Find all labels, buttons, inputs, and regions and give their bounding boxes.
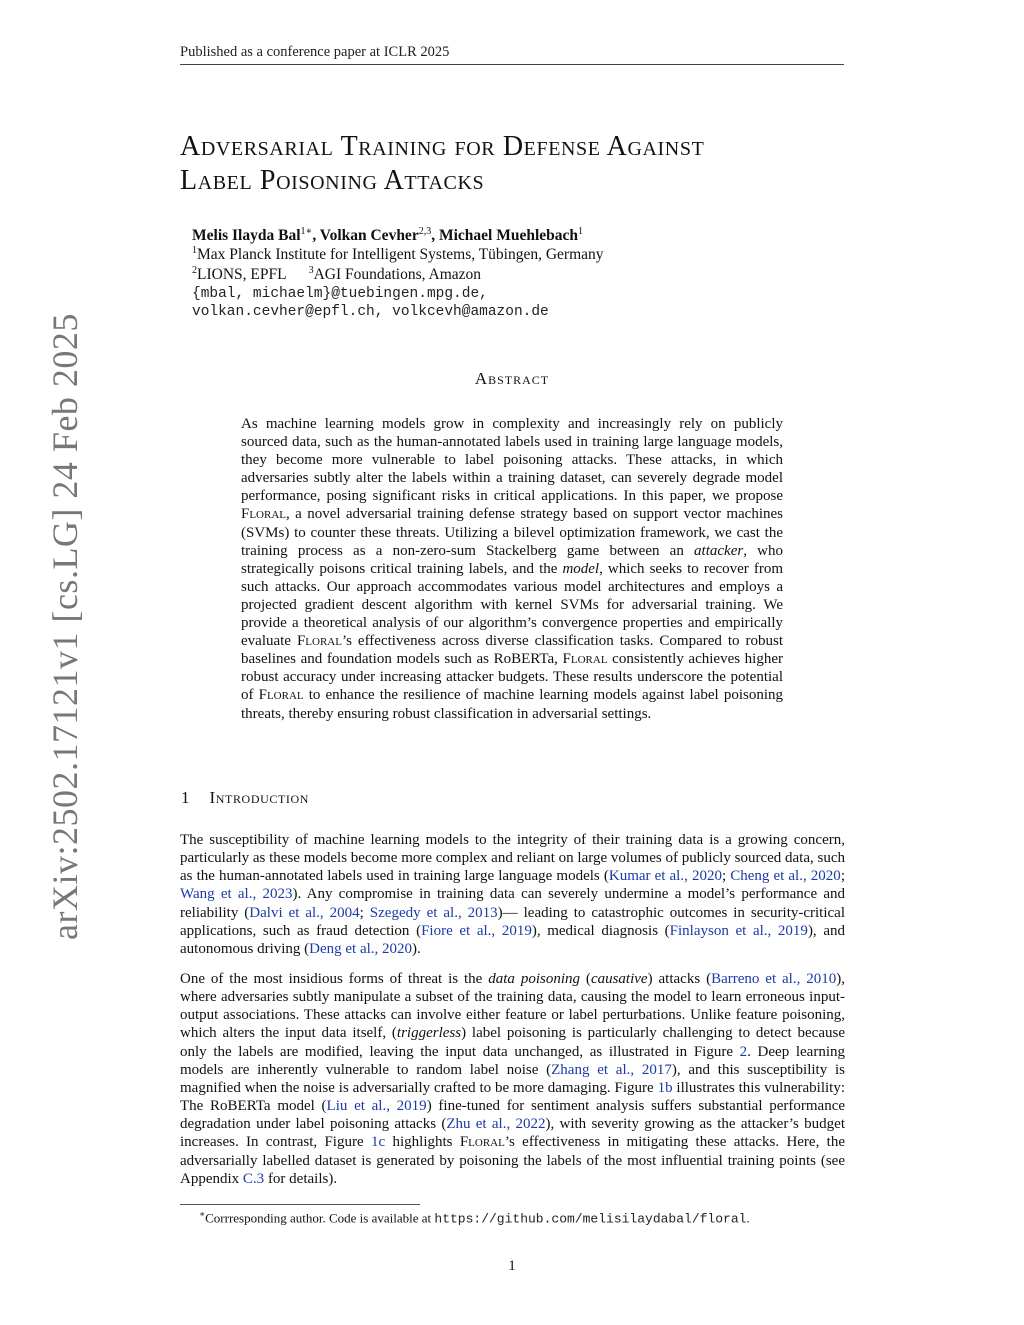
section-number: 1 bbox=[181, 788, 190, 807]
figure-reference-link[interactable]: 1b bbox=[657, 1079, 673, 1096]
affiliation-text: LIONS, EPFL bbox=[197, 266, 287, 284]
affiliation-text: Max Planck Institute for Intelligent Systems, Tübingen, Germany bbox=[197, 246, 604, 264]
body-text: ) label poisoning is particularly challenging to detect because only the labels are modified, leaving the input data unchanged, as illustrated in Figure bbox=[180, 1025, 845, 1060]
body-text: attacks ( bbox=[652, 971, 712, 987]
section-heading-introduction bbox=[181, 788, 309, 808]
abstract-text: , who strategically poisons critical training labels, and the bbox=[241, 542, 783, 577]
footnote-text: Corrresponding author. Code is available at bbox=[205, 1210, 435, 1226]
body-text: )— leading to catastrophic outcomes in security-critical applications, such as fraud detection ( bbox=[180, 904, 845, 939]
body-text: ), medical diagnosis ( bbox=[531, 922, 670, 939]
citation-link[interactable]: Kumar et al., 2020 bbox=[608, 868, 722, 885]
email-line-2: volkan.cevher@epfl.ch, volkcevh@amazon.de bbox=[192, 304, 549, 320]
citation-link[interactable]: Liu et al., 2019 bbox=[326, 1098, 427, 1115]
body-text: ) fine-tuned for sentiment analysis suffers substantial performance degradation under label poisoning attacks ( bbox=[180, 1098, 846, 1133]
abstract-body bbox=[241, 415, 783, 723]
body-text: for details). bbox=[264, 1170, 338, 1187]
method-name: Floral bbox=[562, 651, 608, 668]
abstract-text: As machine learning models grow in complexity and increasingly rely on publicly sourced data, such as the human-annotated labels used in training large language models, they become more vulnerable to label poisoning attacks. These attacks, in which adversaries subtly alter the labels within a training dataset, can severely degrade model performance, posing significant risks in critical applications. In this paper, we propose bbox=[241, 416, 783, 505]
abstract-text: , a novel adversarial training defense strategy based on support vector machines (SVMs) to counter these threats. Utilizing a bilevel optimization framework, we cast the training process as a non-zero-sum Stackelberg game between an bbox=[241, 506, 783, 559]
affiliation-mark: 2 bbox=[192, 265, 197, 276]
abstract-text: consistently achieves higher robust accuracy under increasing attacker budgets. These results underscore the potential of bbox=[241, 651, 783, 704]
citation-link[interactable]: Zhang et al., 2017 bbox=[551, 1061, 672, 1078]
body-text: . Deep learning models are inherently vulnerable to random label noise ( bbox=[180, 1043, 846, 1078]
body-emphasis: data poisoning bbox=[488, 971, 581, 987]
figure-reference-link[interactable]: 2 bbox=[739, 1043, 748, 1060]
citation-link[interactable]: Fiore et al., 2019 bbox=[421, 922, 532, 939]
citation-link[interactable]: Zhu et al., 2022 bbox=[446, 1116, 546, 1133]
body-text: ), where adversaries subtly manipulate a subset of the training data, causing the model to learn erroneous input-output associations. These attacks can involve either feature or label perturbations. Unlike feature poisoning, which alters the input data itself, ( bbox=[180, 971, 846, 1042]
citation-link[interactable]: Barreno et al., 2010 bbox=[711, 971, 837, 987]
body-emphasis: causative bbox=[590, 971, 648, 987]
paper-title bbox=[180, 130, 860, 198]
body-text: ), and autonomous driving ( bbox=[180, 922, 845, 957]
intro-paragraph-2: One of the most insidious forms of threat is the data poisoning (causative) attacks (Barreno et al., 2010), where adversaries subtly manipulate a subset of the training data, causing the model to learn erroneous input-output associations. These attacks can involve either feature or label perturbations. Unlike feature poisoning, which alters the input data itself, (triggerless) label poisoning is particularly challenging to detect because only the labels are modified, leaving the input data unchanged, as illustrated in Figure 2. Deep learning models are inherently vulnerable to random label noise (Zhang et al., 2017), and this susceptibility is magnified when the noise is adversarially crafted to be more damaging. Figure 1b illustrates this vulnerability: The RoBERTa model (Liu et al., 2019) fine-tuned for sentiment analysis suffers substantial performance degradation under label poisoning attacks (Zhu et al., 2022), with severity growing as the attacker’s budget increases. In contrast, Figure 1c highlights Floral’s effectiveness in mitigating these attacks. Here, the adversarially labelled dataset is generated by poisoning the labels of the most influential training points (see Appendix C.3 for details). bbox=[180, 971, 846, 1187]
author-list: Melis Ilayda Bal$^{1∗}$, Volkan Cevher$^{2,3}$, Michael Muehlebach$^1$ bbox=[192, 226, 584, 245]
intro-paragraph-1: The susceptibility of machine learning models to the integrity of their training data is a growing concern, particularly as these models become more complex and reliant on large volumes of publicly sourced data, such as the human-annotated labels used in training large language models (Kumar et al., 2020; Cheng et al., 2020; Wang et al., 2023). Any compromise in training data can severely undermine a model’s performance and reliability (Dalvi et al., 2004; Szegedy et al., 2013)— leading to catastrophic outcomes in security-critical applications, such as fraud detection (Fiore et al., 2019), medical diagnosis (Finlayson et al., 2019), and autonomous driving (Deng et al., 2020). bbox=[180, 832, 845, 957]
abstract-text: , which seeks to recover from such attacks. Our approach accommodates various model architectures and employs a projected gradient descent algorithm with kernel SVMs for adversarial training. We provide a theoretical analysis of our algorithm’s convergence properties and empirically evaluate bbox=[241, 560, 783, 650]
abstract-emphasis: model bbox=[562, 560, 600, 577]
body-text: ), and this susceptibility is magnified when the noise is adversarially crafted to be more damaging. Figure bbox=[180, 1061, 845, 1096]
citation-link[interactable]: Deng et al., 2020 bbox=[309, 940, 413, 957]
section-title: Introduction bbox=[209, 788, 310, 807]
affiliation-1 bbox=[192, 245, 604, 264]
arxiv-identifier: arXiv:2502.17121v1 [cs.LG] 24 Feb 2025 bbox=[45, 313, 85, 940]
email-line-1: {mbal, michaelm}@tuebingen.mpg.de, bbox=[192, 286, 488, 302]
citation-link[interactable]: Wang et al., 2023 bbox=[180, 886, 293, 903]
footnote-mark: ∗ bbox=[199, 1209, 206, 1219]
abstract-text: ’s effectiveness across diverse classification tasks. Compared to robust baselines and foundation models such as RoBERTa, bbox=[241, 633, 783, 668]
citation-link[interactable]: Szegedy et al., 2013 bbox=[369, 904, 498, 921]
footnote bbox=[199, 1209, 750, 1226]
citation-link[interactable]: Cheng et al., 2020 bbox=[730, 868, 841, 885]
footnote-rule bbox=[180, 1204, 420, 1205]
body-text: The susceptibility of machine learning models to the integrity of their training data is a growing concern, particularly as these models become more complex and reliant on large volumes of publicly sourced data, such as the human-annotated labels used in training large language models ( bbox=[180, 832, 845, 885]
body-text: ). bbox=[412, 940, 421, 957]
affiliation-text: AGI Foundations, Amazon bbox=[313, 266, 482, 284]
body-text: ). Any compromise in training data can severely undermine a model’s performance and reliability ( bbox=[180, 886, 845, 921]
body-text: ), with severity growing as the attacker’s budget increases. In contrast, Figure bbox=[180, 1116, 845, 1151]
author-mark: 1 bbox=[578, 226, 584, 237]
footnote-end: . bbox=[746, 1210, 750, 1226]
body-text: One of the most insidious forms of threat is the bbox=[180, 971, 489, 987]
code-url-link[interactable]: https://github.com/melisilaydabal/floral bbox=[434, 1211, 747, 1227]
abstract-text: to enhance the resilience of machine learning models against label poisoning threats, thereby ensuring robust classification in adversarial settings. bbox=[241, 687, 783, 722]
abstract-heading: Abstract bbox=[474, 369, 550, 388]
author-mark: 2,3 bbox=[418, 226, 432, 237]
citation-link[interactable]: Finlayson et al., 2019 bbox=[669, 922, 808, 939]
title-line-2: Label Poisoning Attacks bbox=[180, 165, 485, 196]
body-text: illustrates this vulnerability: The RoBERTa model ( bbox=[180, 1079, 845, 1115]
running-header: Published as a conference paper at ICLR 2025 bbox=[180, 44, 450, 60]
affiliation-2 bbox=[192, 265, 481, 284]
body-text: ’s effectiveness in mitigating these attacks. Here, the adversarially labelled dataset is generated by poisoning the labels of the most influential training points (see Appendix bbox=[180, 1134, 845, 1187]
author-name: Volkan Cevher bbox=[319, 227, 419, 245]
citation-link[interactable]: Dalvi et al., 2004 bbox=[249, 904, 360, 921]
author-name: Melis Ilayda Bal bbox=[192, 227, 301, 245]
header-rule bbox=[180, 64, 844, 65]
figure-reference-link[interactable]: 1c bbox=[370, 1134, 386, 1151]
author-mark: 1∗ bbox=[300, 226, 313, 237]
method-name: Floral bbox=[459, 1134, 505, 1151]
body-text: highlights bbox=[385, 1134, 460, 1151]
affiliation-mark: 1 bbox=[192, 245, 197, 256]
page-number: 1 bbox=[508, 1258, 516, 1274]
title-line-1: Adversarial Training for Defense Against bbox=[180, 131, 705, 162]
body-emphasis: triggerless bbox=[396, 1025, 462, 1042]
abstract-emphasis: attacker bbox=[694, 542, 744, 559]
method-name: Floral bbox=[241, 506, 287, 523]
method-name: Floral bbox=[296, 633, 342, 650]
appendix-reference-link[interactable]: C.3 bbox=[242, 1170, 265, 1187]
affiliation-mark: 3 bbox=[308, 265, 314, 276]
method-name: Floral bbox=[258, 687, 304, 704]
author-name: Michael Muehlebach bbox=[438, 227, 579, 245]
